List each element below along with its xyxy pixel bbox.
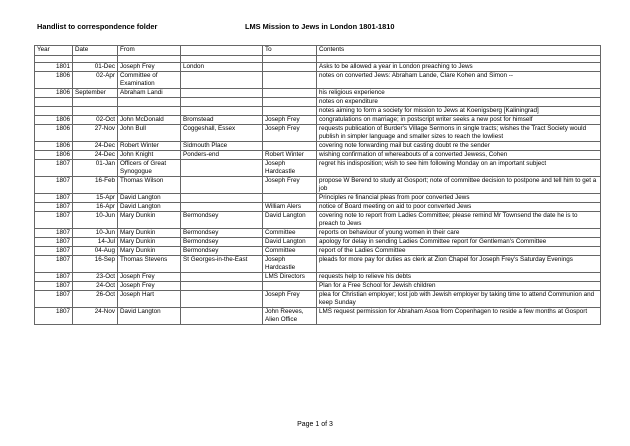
table-row bbox=[35, 72, 601, 89]
cell-contents: apology for delay in sending Ladies Committee report for Gentleman's Committee bbox=[317, 238, 601, 247]
cell-contents: report of the Ladies Committee bbox=[317, 247, 601, 256]
cell-year: 1807 bbox=[35, 194, 73, 203]
cell-from: Joseph Frey bbox=[118, 282, 181, 291]
col-header-from: From bbox=[118, 46, 181, 56]
cell-place bbox=[181, 203, 263, 212]
cell-date: 23-Oct bbox=[73, 273, 118, 282]
cell-from: Officers of Great Synogogue bbox=[118, 160, 181, 177]
cell-from: Abraham Landi bbox=[118, 89, 181, 98]
cell-year: 1806 bbox=[35, 151, 73, 160]
table-row bbox=[35, 63, 601, 72]
table-row bbox=[35, 291, 601, 308]
cell-contents: LMS request permission for Abraham Asoa from Copenhagen to reside a few months at Gosport bbox=[317, 308, 601, 325]
cell-place bbox=[181, 194, 263, 203]
cell-to: LMS Directors bbox=[263, 273, 317, 282]
cell-from: Thomas Stevens bbox=[118, 256, 181, 273]
cell-to bbox=[263, 98, 317, 107]
col-header-year: Year bbox=[35, 46, 73, 56]
table-row bbox=[35, 282, 601, 291]
cell-year bbox=[35, 98, 73, 107]
cell-from: Joseph Frey bbox=[118, 63, 181, 72]
cell-to: Joseph Frey bbox=[263, 116, 317, 125]
cell-place bbox=[181, 160, 263, 177]
cell-to bbox=[263, 282, 317, 291]
cell-date bbox=[73, 98, 118, 107]
cell-contents: notes on expenditure bbox=[317, 98, 601, 107]
cell-place bbox=[181, 89, 263, 98]
cell-from bbox=[118, 98, 181, 107]
cell-date: 27-Nov bbox=[73, 125, 118, 142]
cell-date: 10-Jun bbox=[73, 229, 118, 238]
cell-place bbox=[181, 98, 263, 107]
cell-year: 1807 bbox=[35, 177, 73, 194]
cell-contents: reports on behaviour of young women in their care bbox=[317, 229, 601, 238]
cell-date: 15-Apr bbox=[73, 194, 118, 203]
cell-year: 1806 bbox=[35, 125, 73, 142]
cell-place bbox=[181, 273, 263, 282]
table-row bbox=[35, 203, 601, 212]
cell-year: 1807 bbox=[35, 238, 73, 247]
cell-date: 24-Nov bbox=[73, 308, 118, 325]
document-title: LMS Mission to Jews in London 1801-1810 bbox=[245, 22, 395, 31]
cell-place bbox=[181, 282, 263, 291]
cell-from: Mary Dunkin bbox=[118, 229, 181, 238]
cell-from: John McDonald bbox=[118, 116, 181, 125]
cell-to bbox=[263, 63, 317, 72]
table-row bbox=[35, 160, 601, 177]
table-row bbox=[35, 177, 601, 194]
cell-place: Coggeshall, Essex bbox=[181, 125, 263, 142]
cell-place bbox=[181, 308, 263, 325]
cell-contents: requests publication of Burder's Village Sermons in single tracts; wishes the Tract Society would publish in simpler language and smaller sizes to reach the lowliest bbox=[317, 125, 601, 142]
cell-from: Mary Dunkin bbox=[118, 212, 181, 229]
cell-from: John Knight bbox=[118, 151, 181, 160]
cell-date: September bbox=[73, 89, 118, 98]
cell-date bbox=[73, 107, 118, 116]
cell-to bbox=[263, 142, 317, 151]
cell-place bbox=[181, 177, 263, 194]
cell-contents: covering note to report from Ladies Committee; please remind Mr Townsend the date he is to preach to Jews bbox=[317, 212, 601, 229]
cell-date: 24-Dec bbox=[73, 142, 118, 151]
table-row bbox=[35, 116, 601, 125]
folder-title: Handlist to correspondence folder bbox=[37, 22, 158, 31]
table-row bbox=[35, 212, 601, 229]
cell-from: John Bull bbox=[118, 125, 181, 142]
cell-year: 1807 bbox=[35, 212, 73, 229]
cell-place: London bbox=[181, 63, 263, 72]
cell-to bbox=[263, 107, 317, 116]
table-row bbox=[35, 98, 601, 107]
cell-contents: wishing confirmation of whereabouts of a converted Jewess, Cohen bbox=[317, 151, 601, 160]
cell-from: David Langton bbox=[118, 203, 181, 212]
cell-year: 1801 bbox=[35, 63, 73, 72]
cell-to: David Langton bbox=[263, 238, 317, 247]
cell-year: 1807 bbox=[35, 282, 73, 291]
cell-date: 10-Jun bbox=[73, 212, 118, 229]
cell-to: Joseph Frey bbox=[263, 177, 317, 194]
table-row bbox=[35, 247, 601, 256]
spacer-row bbox=[35, 56, 601, 63]
cell-date: 01-Jan bbox=[73, 160, 118, 177]
table-row bbox=[35, 238, 601, 247]
table-row bbox=[35, 256, 601, 273]
cell-to: Joseph Frey bbox=[263, 291, 317, 308]
cell-from bbox=[118, 107, 181, 116]
cell-to: David Langton bbox=[263, 212, 317, 229]
table-row bbox=[35, 151, 601, 160]
cell-year: 1807 bbox=[35, 160, 73, 177]
cell-contents: congratulations on marriage; in postscript writer seeks a new post for himself bbox=[317, 116, 601, 125]
cell-year: 1806 bbox=[35, 142, 73, 151]
cell-year: 1807 bbox=[35, 247, 73, 256]
table-row bbox=[35, 194, 601, 203]
table-row bbox=[35, 125, 601, 142]
cell-place bbox=[181, 291, 263, 308]
cell-to: John Reeves, Alien Office bbox=[263, 308, 317, 325]
cell-place: Bermondsey bbox=[181, 238, 263, 247]
cell-contents: Plan for a Free School for Jewish children bbox=[317, 282, 601, 291]
cell-date: 26-Oct bbox=[73, 291, 118, 308]
header-row bbox=[35, 46, 601, 56]
cell-contents: notes on converted Jews: Abraham Lande, Clare Kohen and Simon -- bbox=[317, 72, 601, 89]
cell-place: Bermondsey bbox=[181, 247, 263, 256]
col-header-contents: Contents bbox=[317, 46, 601, 56]
cell-year: 1807 bbox=[35, 273, 73, 282]
cell-date: 02-Oct bbox=[73, 116, 118, 125]
cell-from: Mary Dunkin bbox=[118, 238, 181, 247]
cell-to bbox=[263, 194, 317, 203]
table-row bbox=[35, 273, 601, 282]
cell-to: Committee bbox=[263, 229, 317, 238]
cell-contents: notice of Board meeting on aid to poor converted Jews bbox=[317, 203, 601, 212]
cell-year bbox=[35, 107, 73, 116]
cell-from: David Langton bbox=[118, 308, 181, 325]
cell-place: St Georges-in-the-East bbox=[181, 256, 263, 273]
cell-to bbox=[263, 89, 317, 98]
cell-to: Committee bbox=[263, 247, 317, 256]
cell-date: 24-Oct bbox=[73, 282, 118, 291]
cell-contents: requests help to relieve his debts bbox=[317, 273, 601, 282]
table-row bbox=[35, 107, 601, 116]
table-row bbox=[35, 308, 601, 325]
cell-place bbox=[181, 72, 263, 89]
cell-date: 16-Apr bbox=[73, 203, 118, 212]
cell-year: 1807 bbox=[35, 256, 73, 273]
cell-year: 1806 bbox=[35, 116, 73, 125]
cell-date: 16-Feb bbox=[73, 177, 118, 194]
col-header-place bbox=[181, 46, 263, 56]
cell-contents: his religious experience bbox=[317, 89, 601, 98]
cell-place: Sidmouth Place bbox=[181, 142, 263, 151]
cell-contents: plea for Christian employer; lost job with Jewish employer by taking time to attend Communion and keep Sunday bbox=[317, 291, 601, 308]
cell-date: 24-Dec bbox=[73, 151, 118, 160]
cell-year: 1807 bbox=[35, 203, 73, 212]
cell-from: Joseph Frey bbox=[118, 273, 181, 282]
cell-to: Joseph Hardcastle bbox=[263, 256, 317, 273]
table-row bbox=[35, 89, 601, 98]
cell-date: 02-Apr bbox=[73, 72, 118, 89]
correspondence-table bbox=[34, 45, 601, 325]
cell-contents: regret his indisposition; wish to see him following Monday on an important subject bbox=[317, 160, 601, 177]
cell-to: Joseph Hardcastle bbox=[263, 160, 317, 177]
cell-place: Bermondsey bbox=[181, 212, 263, 229]
cell-date: 01-Dec bbox=[73, 63, 118, 72]
cell-to: Joseph Frey bbox=[263, 125, 317, 142]
cell-from: David Langton bbox=[118, 194, 181, 203]
cell-from: Thomas Wilson bbox=[118, 177, 181, 194]
page-number: Page 1 of 3 bbox=[297, 421, 333, 428]
cell-year: 1807 bbox=[35, 308, 73, 325]
cell-contents: pleads for more pay for duties as clerk at Zion Chapel for Joseph Frey's Saturday Evenings bbox=[317, 256, 601, 273]
cell-contents: notes aiming to form a society for mission to Jews at Koenigsberg [Kaliningrad] bbox=[317, 107, 601, 116]
cell-place bbox=[181, 107, 263, 116]
cell-to: William Alers bbox=[263, 203, 317, 212]
table-row bbox=[35, 229, 601, 238]
cell-date: 16-Sep bbox=[73, 256, 118, 273]
cell-to: Robert Winter bbox=[263, 151, 317, 160]
col-header-date: Date bbox=[73, 46, 118, 56]
cell-contents: Principles re financial pleas from poor converted Jews bbox=[317, 194, 601, 203]
cell-date: 14-Jul bbox=[73, 238, 118, 247]
cell-from: Committee of Examination bbox=[118, 72, 181, 89]
cell-contents: covering note forwarding mail but casting doubt re the sender bbox=[317, 142, 601, 151]
col-header-to: To bbox=[263, 46, 317, 56]
cell-year: 1807 bbox=[35, 229, 73, 238]
cell-contents: Asks to be allowed a year in London preaching to Jews bbox=[317, 63, 601, 72]
cell-from: Robert Winter bbox=[118, 142, 181, 151]
cell-from: Mary Dunkin bbox=[118, 247, 181, 256]
cell-place: Ponders-end bbox=[181, 151, 263, 160]
cell-to bbox=[263, 72, 317, 89]
cell-from: Joseph Hart bbox=[118, 291, 181, 308]
cell-place: Bromstead bbox=[181, 116, 263, 125]
cell-year: 1807 bbox=[35, 291, 73, 308]
cell-date: 04-Aug bbox=[73, 247, 118, 256]
table-row bbox=[35, 142, 601, 151]
cell-year: 1806 bbox=[35, 72, 73, 89]
cell-year: 1806 bbox=[35, 89, 73, 98]
cell-contents: propose W Berend to study at Gosport; note of committee decision to postpone and tell him to get a job bbox=[317, 177, 601, 194]
cell-place: Bermondsey bbox=[181, 229, 263, 238]
